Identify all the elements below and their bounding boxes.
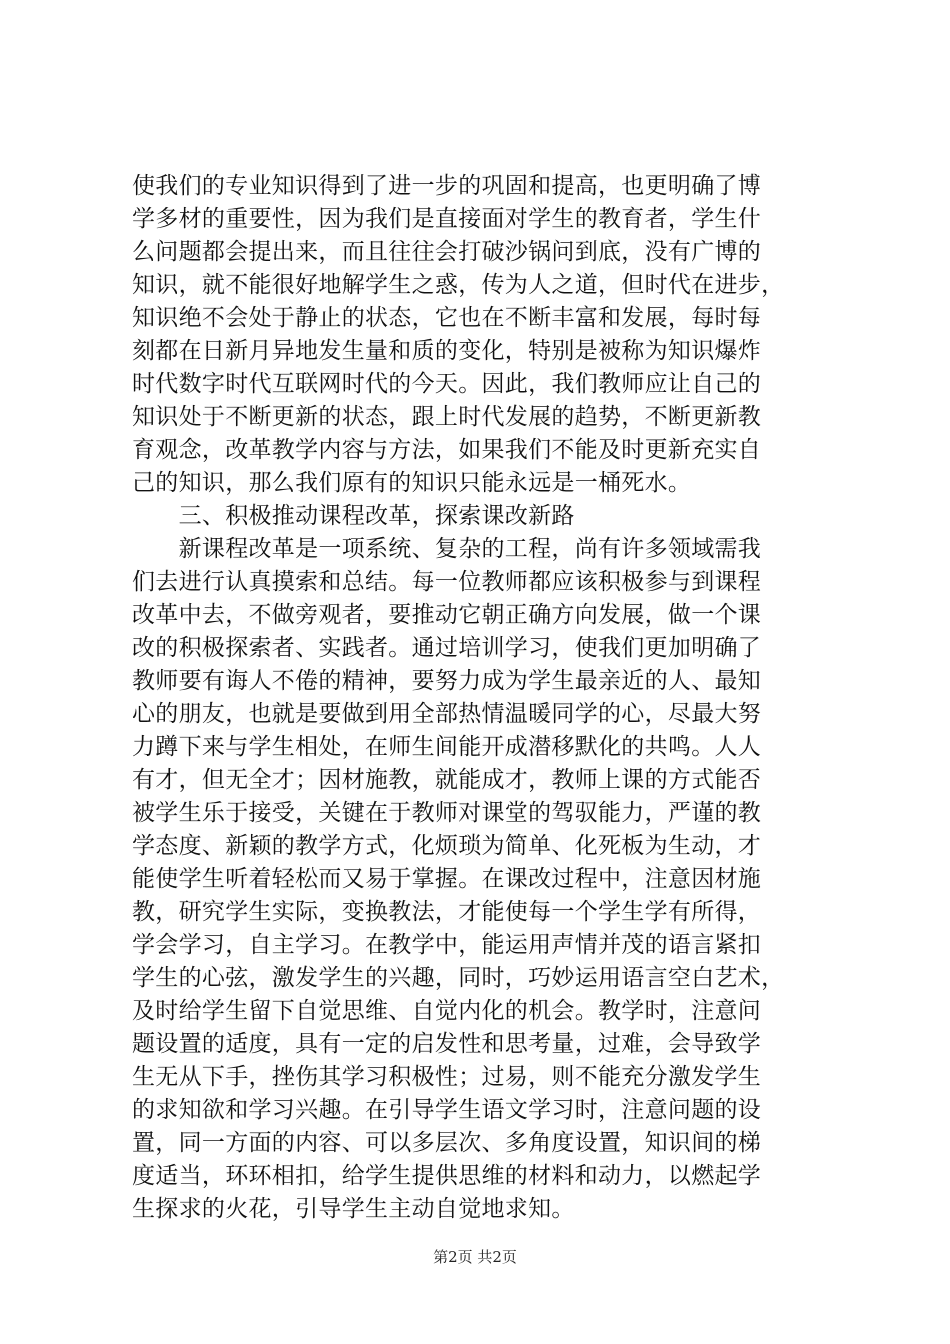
text-line: 及时给学生留下自觉思维、自觉内化的机会。教学时，注意问 (132, 998, 762, 1024)
text-line: 新课程改革是一项系统、复杂的工程，尚有许多领域需我 (132, 536, 762, 562)
text-line: 刻都在日新月异地发生量和质的变化，特别是被称为知识爆炸 (132, 338, 762, 364)
page-footer: 第2页 共2页 (433, 1248, 517, 1266)
text-line: 度适当，环环相扣，给学生提供思维的材料和动力，以燃起学 (132, 1163, 762, 1189)
text-line: 学生的心弦，激发学生的兴趣，同时，巧妙运用语言空白艺术， (132, 965, 785, 991)
text-line: 使我们的专业知识得到了进一步的巩固和提高，也更明确了博 (132, 173, 762, 199)
text-line: 教，研究学生实际，变换教法，才能使每一个学生学有所得， (132, 899, 762, 925)
text-line: 的求知欲和学习兴趣。在引导学生语文学习时，注意问题的设 (132, 1097, 762, 1123)
body-text (132, 170, 832, 1226)
text-line: 心的朋友，也就是要做到用全部热情温暖同学的心，尽最大努 (132, 701, 762, 727)
section-heading: 三、积极推动课程改革，探索课改新路 (132, 503, 575, 529)
text-line: 们去进行认真摸索和总结。每一位教师都应该积极参与到课程 (132, 569, 762, 595)
text-line: 改的积极探索者、实践者。通过培训学习，使我们更加明确了 (132, 635, 762, 661)
text-line: 学会学习，自主学习。在教学中，能运用声情并茂的语言紧扣 (132, 932, 762, 958)
text-line: 题设置的适度，具有一定的启发性和思考量，过难，会导致学 (132, 1031, 762, 1057)
text-line: 置，同一方面的内容、可以多层次、多角度设置，知识间的梯 (132, 1130, 762, 1156)
text-line: 知识绝不会处于静止的状态，它也在不断丰富和发展，每时每 (132, 305, 762, 331)
text-line: 能使学生听着轻松而又易于掌握。在课改过程中，注意因材施 (132, 866, 762, 892)
text-line: 生无从下手，挫伤其学习积极性；过易，则不能充分激发学生 (132, 1064, 762, 1090)
text-line: 学态度、新颖的教学方式，化烦琐为简单、化死板为生动，才 (132, 833, 762, 859)
text-line: 被学生乐于接受，关键在于教师对课堂的驾驭能力，严谨的教 (132, 800, 762, 826)
text-line: 己的知识，那么我们原有的知识只能永远是一桶死水。 (132, 470, 692, 496)
text-line: 生探求的火花，引导学生主动自觉地求知。 (132, 1196, 575, 1222)
text-line: 育观念，改革教学内容与方法，如果我们不能及时更新充实自 (132, 437, 762, 463)
text-line: 改革中去，不做旁观者，要推动它朝正确方向发展，做一个课 (132, 602, 762, 628)
text-line: 知识，就不能很好地解学生之惑，传为人之道，但时代在进步， (132, 272, 785, 298)
text-line: 有才，但无全才；因材施教，就能成才，教师上课的方式能否 (132, 767, 762, 793)
text-line: 力蹲下来与学生相处，在师生间能开成潜移默化的共鸣。人人 (132, 734, 762, 760)
text-line: 知识处于不断更新的状态，跟上时代发展的趋势，不断更新教 (132, 404, 762, 430)
text-line: 么问题都会提出来，而且往往会打破沙锅问到底，没有广博的 (132, 239, 762, 265)
text-line: 学多材的重要性，因为我们是直接面对学生的教育者，学生什 (132, 206, 762, 232)
text-line: 教师要有诲人不倦的精神，要努力成为学生最亲近的人、最知 (132, 668, 762, 694)
text-line: 时代数字时代互联网时代的今天。因此，我们教师应让自己的 (132, 371, 762, 397)
